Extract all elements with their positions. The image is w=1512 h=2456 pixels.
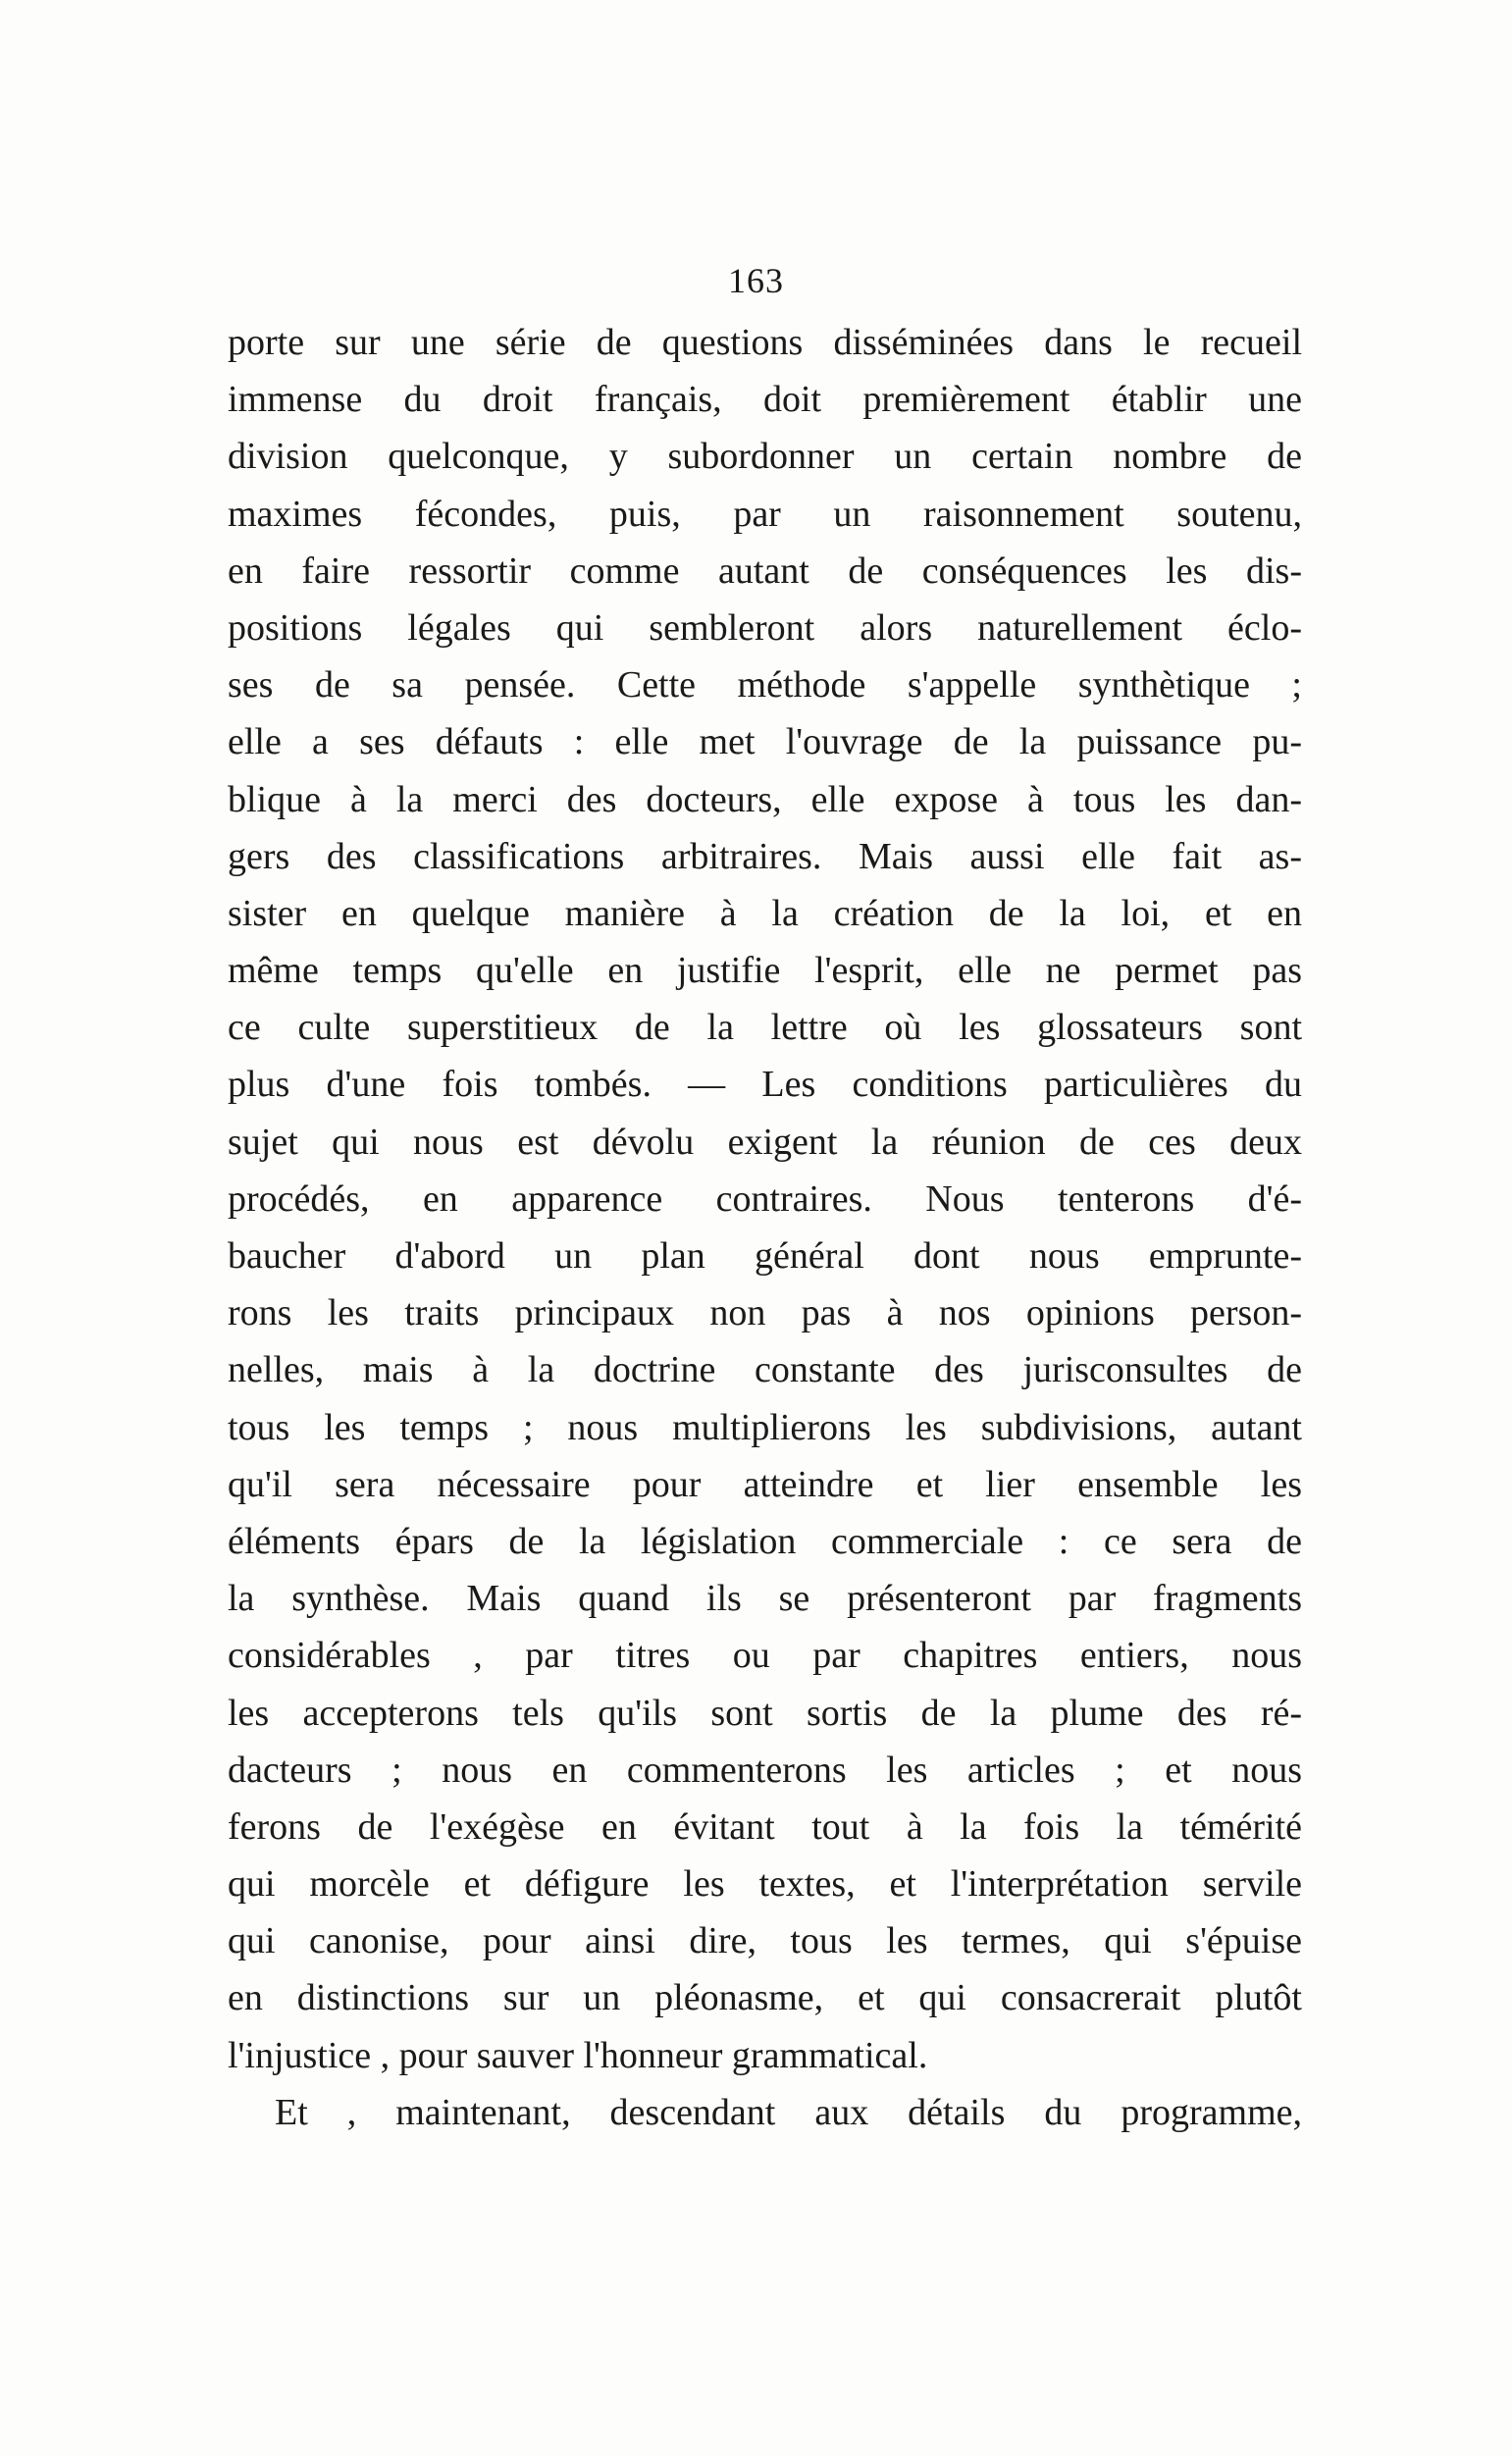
page-number: 163 xyxy=(728,261,784,300)
text-line: tous les temps ; nous multiplierons les subdivisions, autant xyxy=(228,1406,1302,1448)
body-text xyxy=(228,314,1302,2141)
text-line: ses de sa pensée. Cette méthode s'appelle synthètique ; xyxy=(228,664,1302,706)
text-line: considérables , par titres ou par chapitres entiers, nous xyxy=(228,1635,1302,1677)
text-line: positions légales qui sembleront alors naturellement éclo- xyxy=(228,606,1302,649)
text-line: blique à la merci des docteurs, elle expose à tous les dan- xyxy=(228,778,1302,820)
text-line: nelles, mais à la doctrine constante des jurisconsultes de xyxy=(228,1349,1302,1391)
text-line: la synthèse. Mais quand ils se présenteront par fragments xyxy=(228,1578,1302,1620)
text-line: qu'il sera nécessaire pour atteindre et lier ensemble les xyxy=(228,1463,1302,1505)
text-line: ce culte superstitieux de la lettre où les glossateurs sont xyxy=(228,1007,1302,1049)
text-line: qui canonise, pour ainsi dire, tous les termes, qui s'épuise xyxy=(228,1920,1302,1962)
text-line: division quelconque, y subordonner un certain nombre de xyxy=(228,436,1302,478)
paragraph-end-line: l'injustice , pour sauver l'honneur grammatical. xyxy=(228,2034,928,2076)
text-line: maximes fécondes, puis, par un raisonnement soutenu, xyxy=(228,493,1302,535)
text-line: procédés, en apparence contraires. Nous tenterons d'é- xyxy=(228,1177,1302,1220)
text-line: gers des classifications arbitraires. Mais aussi elle fait as- xyxy=(228,835,1302,877)
text-line: dacteurs ; nous en commenterons les articles ; et nous xyxy=(228,1749,1302,1791)
text-line: en distinctions sur un pléonasme, et qui consacrerait plutôt xyxy=(228,1977,1302,2019)
text-line: rons les traits principaux non pas à nos opinions person- xyxy=(228,1292,1302,1334)
text-line: en faire ressortir comme autant de conséquences les dis- xyxy=(228,549,1302,592)
text-line: elle a ses défauts : elle met l'ouvrage de la puissance pu- xyxy=(228,721,1302,763)
text-line: les accepterons tels qu'ils sont sortis de la plume des ré- xyxy=(228,1692,1302,1734)
text-line: éléments épars de la législation commerciale : ce sera de xyxy=(228,1520,1302,1562)
text-line: sujet qui nous est dévolu exigent la réunion de ces deux xyxy=(228,1121,1302,1163)
text-line: baucher d'abord un plan général dont nous emprunte- xyxy=(228,1235,1302,1277)
text-line: immense du droit français, doit premièrement établir une xyxy=(228,379,1302,421)
paragraph-start-line: Et , maintenant, descendant aux détails du programme, xyxy=(275,2091,1302,2133)
text-line: qui morcèle et défigure les textes, et l'interprétation servile xyxy=(228,1863,1302,1906)
text-line: ferons de l'exégèse en évitant tout à la fois la témérité xyxy=(228,1805,1302,1848)
text-line: même temps qu'elle en justifie l'esprit, elle ne permet pas xyxy=(228,950,1302,992)
text-line: porte sur une série de questions disséminées dans le recueil xyxy=(228,322,1302,363)
text-line: sister en quelque manière à la création de la loi, et en xyxy=(228,892,1302,934)
text-line: plus d'une fois tombés. — Les conditions particulières du xyxy=(228,1064,1302,1106)
